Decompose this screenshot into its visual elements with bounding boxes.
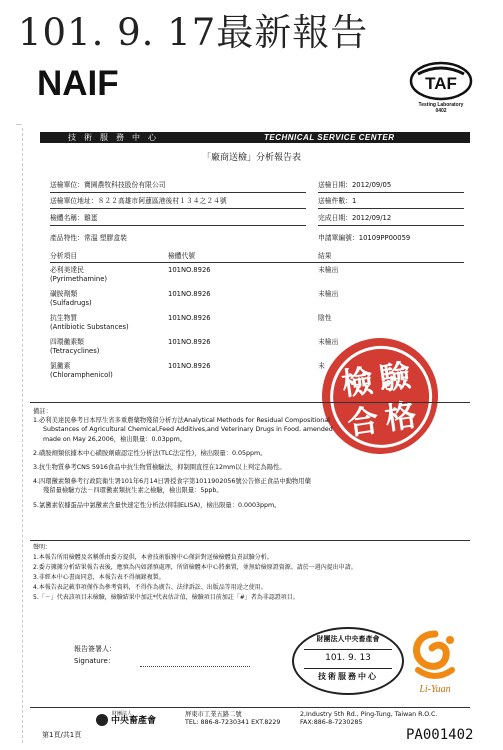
item-value: 雞蛋 [83,214,98,222]
result-code: 101NO.8926 [168,314,211,322]
footer-fax: FAX:886-8-7230285 [300,719,363,726]
result-value: 未檢出 [318,338,339,346]
date-row [318,181,391,190]
footer-rule [30,707,470,708]
table-row [50,314,464,332]
crop-mark [16,124,22,126]
date-stamp-date: 101. 9. 13 [325,653,371,663]
note-line: 5.氯黴素依據蛋品中氯黴素含量快速定性分析法(抑制ELISA)，檢出限量：0.0003ppm。 [33,501,281,509]
divider [50,225,306,226]
apply-row [318,234,410,243]
date-stamp-rule [304,668,392,669]
count-label: 送檢件數： [318,197,352,205]
cac-logo [96,710,157,732]
note-line: 3.抗生物質參考CNS 5916食品中抗生物質檢驗法，抑制圈直徑在12mm以上判定為陽性。 [33,464,286,472]
stamp-char: 合 [345,402,381,443]
taf-logo [406,60,476,120]
date-stamp [292,627,404,695]
footer-en-address [300,711,437,727]
client-value: 寶園農牧科技股份有限公司 [83,181,166,189]
done-value: 2012/09/12 [351,214,392,222]
taf-caption-line2: 0402 [435,108,447,114]
divider [318,225,464,226]
divider [318,192,464,193]
date-stamp-rule [304,649,392,650]
footer-addr-cn: 屏東市工業五路二號 [185,711,242,718]
date-label: 送檢日期： [318,181,352,189]
col-code: 檢體代號 [168,252,196,260]
result-item-name-en: (Chloramphenicol) [50,371,113,379]
result-item-name-en: (Antibiotic Substances) [50,323,129,331]
signature-label-cn: 報告簽署人： [74,645,116,653]
page-number: 第1頁/共1頁 [42,731,82,739]
stamp-char: 檢 [339,363,376,403]
statement-label: 聲明： [33,544,52,551]
signature-line [140,666,250,667]
note-line: made on May 26,2006，檢出限量：0.03ppm。 [43,435,186,443]
date-stamp-dept: 技術服務中心 [318,672,378,681]
liyuan-swirl-icon [404,628,466,684]
signature-block [74,643,116,667]
col-item: 分析項目 [50,252,78,260]
liyuan-logo [404,628,466,698]
taf-caption-line1: Testing Laboratory [418,102,464,108]
footer-tel: TEL: 886-8-7230341 EXT.8229 [185,719,281,726]
taf-caption [406,102,476,114]
lab-name: NAIF [37,64,119,103]
taf-logo-text: TAF [425,74,457,93]
col-result: 結果 [318,252,332,260]
statement-line: 2.委方據據分析結果報告表後，應慎為內如謹慎處理，所留檢體本中心將棄置，並無給檢原證資源。請於一週內提出申請。 [33,564,357,571]
result-value: 未檢出 [318,290,339,298]
apply-value: 10109PP00059 [358,234,411,242]
report-serial: PA001402 [406,727,474,743]
result-item-name: 磺胺劑類 [50,290,78,298]
footer-org-small: 財團法人 [112,711,133,717]
address-label: 送檢單位地址： [50,197,98,205]
divider [50,192,306,193]
stamp-char: 格 [382,397,419,438]
address-row [50,197,227,206]
result-item-name-en: (Tetracyclines) [50,347,100,355]
result-item-name: 必利美達民 [50,266,84,274]
note-line: 4.四環黴素類參考行政院衛生署101年6月14日署授食字第1011902056號公告修正食品中動物用藥 [33,478,311,486]
footer-addr-en: 2,Industry 5th Rd., Ping-Tung, Taiwan R.O.C. [300,711,438,718]
product-value: 常溫 塑膠盒裝 [83,234,127,242]
client-row [50,181,166,190]
table-header-rule [50,262,464,263]
table-row [50,290,464,308]
statement-rule [30,540,470,541]
signature-label-en: Signature： [74,657,115,665]
result-item-name-en: (Sulfadrugs) [50,299,92,307]
result-value: 未 [318,362,325,370]
statement-block [33,543,357,603]
done-label: 完成日期： [318,214,352,222]
form-title: 「廠商送檢」分析報告表 [201,153,301,163]
footer-cn-address [185,711,280,727]
result-item-name: 四環黴素類 [50,338,84,346]
statement-line: 1.本報告所用檢體及名稱係由委方提供，本會技術服務中心僅針對送檢檢體負責試驗分析。 [33,554,273,561]
statement-line: 3.非經本中心書面同意，本報告表不得摘錄複製。 [33,574,165,581]
item-label: 檢體名稱： [50,214,84,222]
count-value: 1 [351,197,357,205]
date-value: 2012/09/05 [351,181,392,189]
count-row [318,197,356,206]
notes-label: 備註： [33,408,52,415]
divider [318,208,464,209]
result-value: 未檢出 [318,266,339,274]
result-code: 101NO.8926 [168,290,211,298]
result-code: 101NO.8926 [168,362,211,370]
result-item-name-en: (Pyrimethamine) [50,275,108,283]
liyuan-name: Li-Yuan [419,684,451,695]
statement-line: 5.「－」代表該項目未檢驗，檢驗結果中加註*代表估計值，檢驗項目前加註「#」者為非認證項目。 [33,594,299,601]
report-headline: 101. 9. 17最新報告 [18,11,369,54]
notes-rule [30,402,470,403]
client-label: 送檢單位： [50,181,84,189]
product-label: 產品特性： [50,234,84,242]
result-item-name: 抗生物質 [50,314,78,322]
result-value: 陰性 [318,314,332,322]
result-code: 101NO.8926 [168,266,211,274]
note-line: 2.磺胺劑類依據本中心磺胺劑確認定性分析法(TLC法定性)，檢出限量：0.05ppm。 [33,449,267,457]
apply-label: 申請單編號： [318,234,359,242]
banner-cn: 技術服務中心 [68,133,164,142]
product-row [50,234,127,243]
item-row [50,214,98,223]
address-value: ８２２高雄市阿蓮區港後村１３４之２４號 [97,197,227,205]
divider [50,208,306,209]
cac-emblem-icon [96,714,108,726]
notes-block [33,407,333,510]
footer-org: 中央畜產會 [111,716,157,726]
result-code: 101NO.8926 [168,338,211,346]
taf-emblem-icon [406,60,476,102]
result-item-name: 氯黴素 [50,362,71,370]
note-line: Substances of Agricultural Chemical,Feed Additives,and Veterinary Drugs in Food. amended [43,426,333,434]
table-row [50,266,464,284]
note-line: 1.必利美達民參考日本厚生省多重農藥物殘留分析方法Analytical Methods for Residual Compositional [33,417,330,425]
stamp-char: 驗 [377,357,413,398]
date-stamp-org: 財團法人中央畜產會 [316,635,380,643]
note-line: 殘留量檢驗方法－四環黴素類抗生素之檢驗，檢出限量：5ppb。 [43,487,223,495]
banner-en: TECHNICAL SERVICE CENTER [264,133,395,142]
done-row [318,214,391,223]
service-center-banner [40,132,470,143]
statement-line: 4.本報告表記載事項僅作為參考資料，不得作為廣告、法律訴訟、出版品等用途之使用。 [33,584,267,591]
